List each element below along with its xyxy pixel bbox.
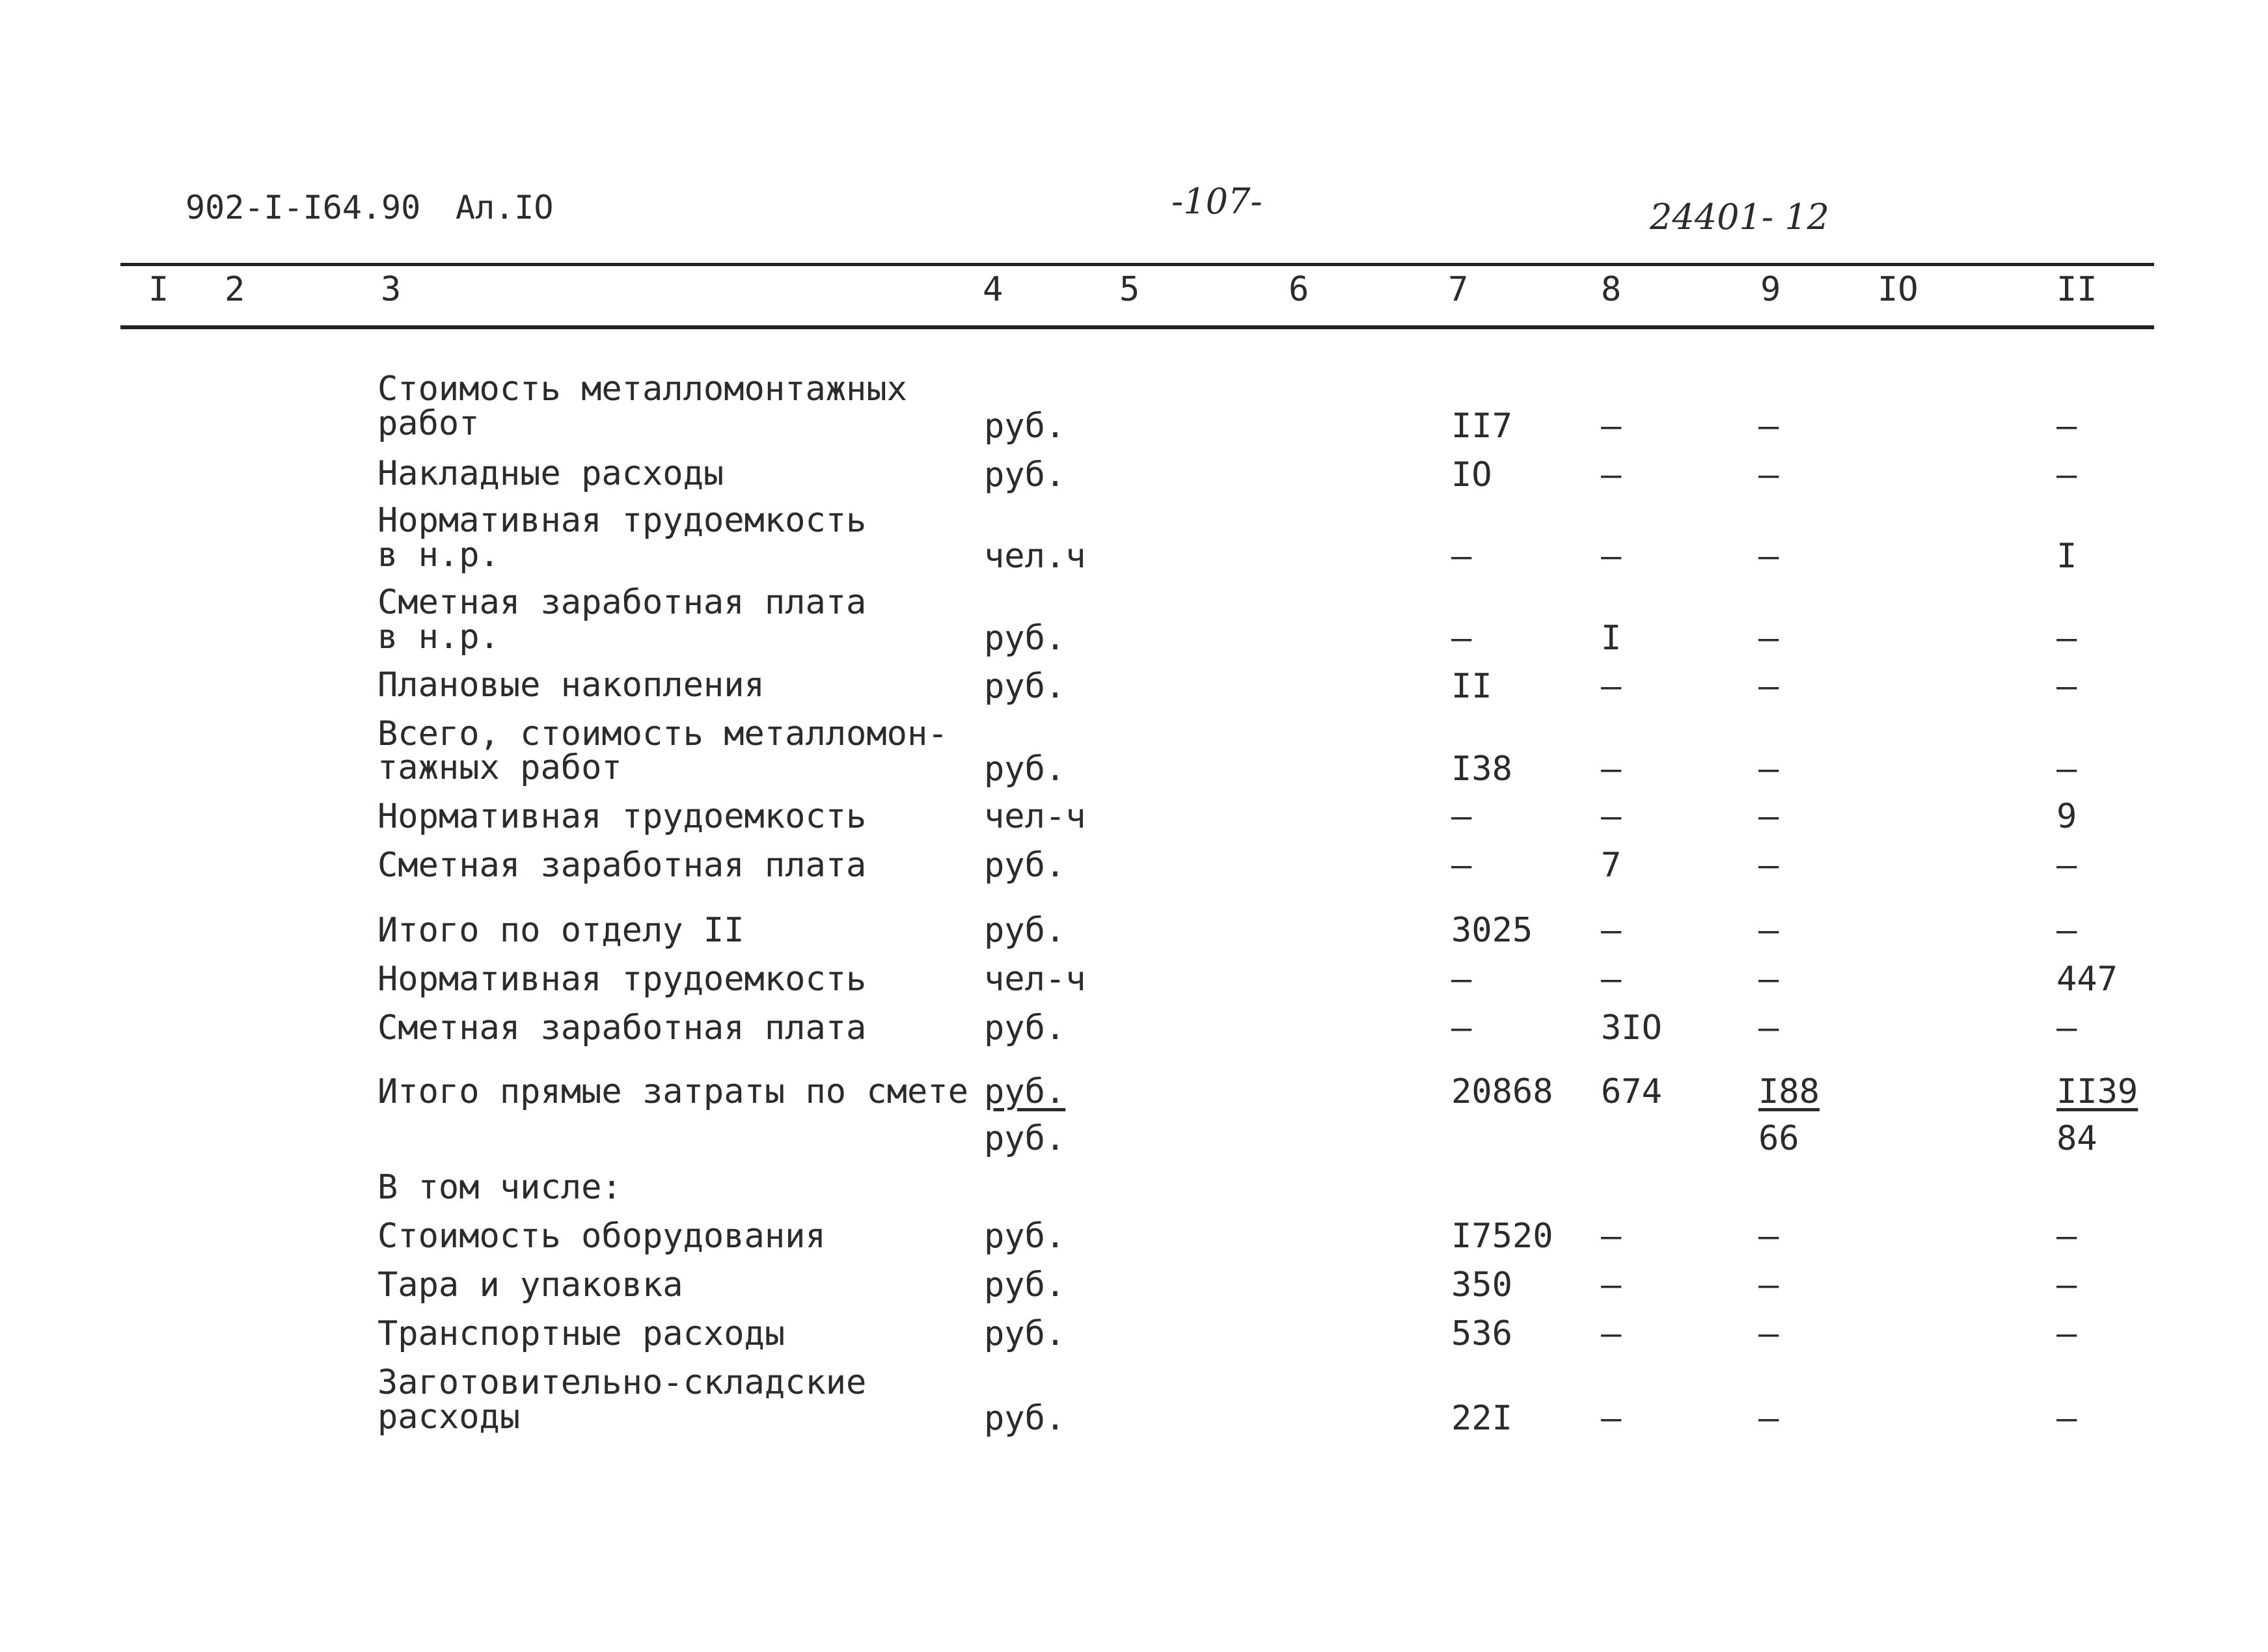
cell-col9: –: [1758, 750, 1779, 789]
row-unit: чел.ч: [984, 537, 1086, 576]
row-unit: руб.: [984, 1266, 1066, 1305]
row-description: Сметная заработная плата: [377, 583, 867, 622]
page-number: -107-: [1171, 181, 1263, 222]
cell-col8: –: [1601, 960, 1622, 999]
row-unit: чел-ч: [984, 960, 1086, 999]
row-unit: руб.: [984, 667, 1066, 706]
row-unit: руб.: [984, 1119, 1066, 1158]
cell-col9: –: [1758, 667, 1779, 706]
cell-col11: 84: [2056, 1119, 2097, 1158]
cell-col9: –: [1758, 1266, 1779, 1305]
cell-col7: II: [1451, 667, 1492, 706]
row-description: Накладные расходы: [377, 454, 724, 493]
column-number: 4: [983, 270, 1004, 309]
row-description: тажных работ: [377, 748, 622, 787]
cell-col9: –: [1758, 1314, 1779, 1353]
row-description: работ: [377, 404, 480, 443]
column-number: II: [2056, 270, 2097, 309]
column-number: 9: [1760, 270, 1781, 309]
cell-col7: –: [1451, 846, 1472, 885]
cell-col11: I: [2056, 537, 2077, 576]
cell-col9: –: [1758, 1009, 1779, 1048]
cell-col11: –: [2056, 1009, 2077, 1048]
cell-col8: –: [1601, 407, 1622, 446]
row-unit: руб.: [984, 911, 1066, 950]
row-unit: руб.: [984, 1072, 1066, 1111]
cell-col7: 20868: [1451, 1072, 1553, 1111]
document-code: 902-I-I64.90: [185, 189, 421, 226]
column-number: 3: [381, 270, 402, 309]
row-description: Итого прямые затраты по смете: [377, 1072, 968, 1111]
cell-col11: –: [2056, 667, 2077, 706]
cell-col11: II39: [2056, 1072, 2138, 1111]
cell-col11: –: [2056, 1399, 2077, 1438]
cell-col11: –: [2056, 846, 2077, 885]
row-unit: руб.: [984, 619, 1066, 658]
cell-col7: –: [1451, 797, 1472, 836]
row-description: Плановые накопления: [377, 666, 765, 705]
cell-col11: –: [2056, 1266, 2077, 1305]
cell-col8: –: [1601, 455, 1622, 494]
cell-col11: 9: [2056, 797, 2077, 836]
row-description: расходы: [377, 1398, 521, 1437]
cell-col9: 66: [1758, 1119, 1799, 1158]
cell-col8: 674: [1601, 1072, 1662, 1111]
cell-col9: –: [1758, 911, 1779, 950]
row-description: в н.р.: [377, 617, 500, 657]
cell-col9: –: [1758, 537, 1779, 576]
cell-col9: –: [1758, 619, 1779, 658]
row-unit: руб.: [984, 1399, 1066, 1438]
column-number: IO: [1878, 270, 1919, 309]
row-description: в н.р.: [377, 535, 500, 575]
cell-col8: –: [1601, 667, 1622, 706]
row-description: В том числе:: [377, 1168, 622, 1207]
cell-col11: –: [2056, 1217, 2077, 1256]
row-description: Нормативная трудоемкость: [377, 797, 867, 836]
table-top-rule: [120, 263, 2154, 266]
column-number: 8: [1601, 270, 1622, 309]
cell-col11: –: [2056, 750, 2077, 789]
cell-col7: II7: [1451, 407, 1512, 446]
cell-col8: –: [1601, 797, 1622, 836]
cell-col7: 22I: [1451, 1399, 1512, 1438]
cell-col8: I: [1601, 619, 1622, 658]
cell-col7: –: [1451, 619, 1472, 658]
column-number: 6: [1289, 270, 1309, 309]
cell-col11: –: [2056, 455, 2077, 494]
row-unit: руб.: [984, 750, 1066, 789]
cell-col11: –: [2056, 1314, 2077, 1353]
cell-col7: –: [1451, 537, 1472, 576]
row-unit: руб.: [984, 1217, 1066, 1256]
cell-col9: –: [1758, 960, 1779, 999]
cell-col7: –: [1451, 1009, 1472, 1048]
row-description: Заготовительно-складские: [377, 1363, 867, 1402]
row-description: Стоимость оборудования: [377, 1217, 826, 1256]
cell-col9: –: [1758, 846, 1779, 885]
cell-col11: –: [2056, 407, 2077, 446]
cell-col8: 3IO: [1601, 1009, 1662, 1048]
cell-col8: –: [1601, 537, 1622, 576]
cell-col8: –: [1601, 1217, 1622, 1256]
row-description: Нормативная трудоемкость: [377, 960, 867, 999]
row-description: Транспортные расходы: [377, 1314, 786, 1353]
column-number: 5: [1119, 270, 1140, 309]
cell-col9: I88: [1758, 1072, 1820, 1111]
sheet-label: Ал.IO: [456, 189, 554, 226]
cell-col8: –: [1601, 1399, 1622, 1438]
row-unit: руб.: [984, 407, 1066, 446]
cell-col8: –: [1601, 750, 1622, 789]
cell-col7: IO: [1451, 455, 1492, 494]
cell-col7: 3025: [1451, 911, 1533, 950]
row-description: Всего, стоимость металломон-: [377, 714, 948, 753]
cell-col9: –: [1758, 1399, 1779, 1438]
cell-col9: –: [1758, 1217, 1779, 1256]
cell-col9: –: [1758, 407, 1779, 446]
cell-col7: I38: [1451, 750, 1512, 789]
column-number: 2: [225, 270, 245, 309]
row-description: Сметная заработная плата: [377, 1009, 867, 1048]
cell-col9: –: [1758, 455, 1779, 494]
reference-number: 24401- 12: [1650, 196, 1829, 237]
cell-col8: –: [1601, 1314, 1622, 1353]
column-number: 7: [1448, 270, 1469, 309]
cell-col7: 350: [1451, 1266, 1512, 1305]
row-unit: руб.: [984, 455, 1066, 494]
cell-col11: –: [2056, 911, 2077, 950]
cell-col7: –: [1451, 960, 1472, 999]
column-number: I: [148, 270, 169, 309]
cell-col8: 7: [1601, 846, 1622, 885]
row-unit: чел-ч: [984, 797, 1086, 836]
row-unit: руб.: [984, 1314, 1066, 1353]
cell-col8: –: [1601, 1266, 1622, 1305]
row-unit: руб.: [984, 846, 1066, 885]
cell-col7: I7520: [1451, 1217, 1553, 1256]
cell-col11: –: [2056, 619, 2077, 658]
table-header-rule: [120, 325, 2154, 329]
cell-col11: 447: [2056, 960, 2118, 999]
row-unit: руб.: [984, 1009, 1066, 1048]
row-description: Итого по отделу II: [377, 911, 745, 950]
cell-col8: –: [1601, 911, 1622, 950]
cell-col9: –: [1758, 797, 1779, 836]
row-description: Нормативная трудоемкость: [377, 501, 867, 540]
row-description: Стоимость металломонтажных: [377, 370, 907, 409]
row-description: Тара и упаковка: [377, 1266, 683, 1305]
cell-col7: 536: [1451, 1314, 1512, 1353]
row-description: Сметная заработная плата: [377, 846, 867, 885]
